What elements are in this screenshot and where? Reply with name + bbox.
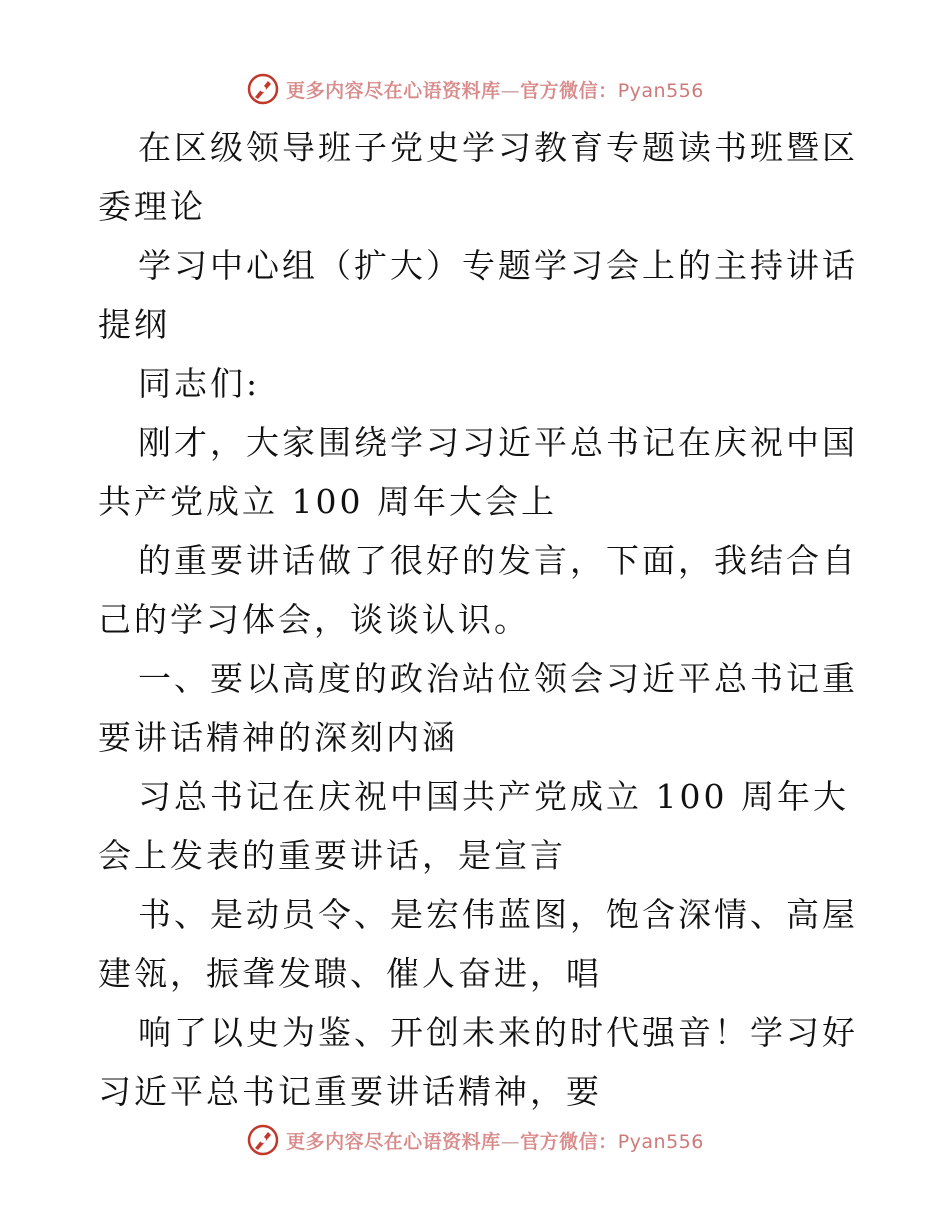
document-body [98, 118, 858, 1121]
quill-logo-icon [246, 72, 280, 106]
paragraph: 响了以史为鉴、开创未来的时代强音！学习好习近平总书记重要讲话精神，要 [98, 1013, 858, 1111]
title-line-1: 在区级领导班子党史学习教育专题读书班暨区委理论 [98, 128, 858, 226]
watermark-text: 更多内容尽在心语资料库—官方微信：Pyan556 [286, 79, 704, 102]
paragraph: 书、是动员令、是宏伟蓝图，饱含深情、高屋建瓴，振聋发聩、催人奋进，唱 [98, 895, 858, 993]
watermark-text: 更多内容尽在心语资料库—官方微信：Pyan556 [286, 1130, 704, 1153]
watermark-footer [0, 1123, 950, 1157]
salutation: 同志们: [138, 364, 261, 403]
watermark-header [0, 72, 950, 106]
paragraph: 刚才，大家围绕学习习近平总书记在庆祝中国共产党成立 100 周年大会上 [98, 423, 858, 521]
paragraph: 习总书记在庆祝中国共产党成立 100 周年大会上发表的重要讲话，是宣言 [98, 777, 849, 875]
title-line-2: 学习中心组（扩大）专题学习会上的主持讲话提纲 [98, 246, 858, 344]
quill-logo-icon [246, 1123, 280, 1157]
section-heading: 一、要以高度的政治站位领会习近平总书记重要讲话精神的深刻内涵 [98, 659, 858, 757]
paragraph: 的重要讲话做了很好的发言，下面，我结合自己的学习体会，谈谈认识。 [98, 541, 858, 639]
